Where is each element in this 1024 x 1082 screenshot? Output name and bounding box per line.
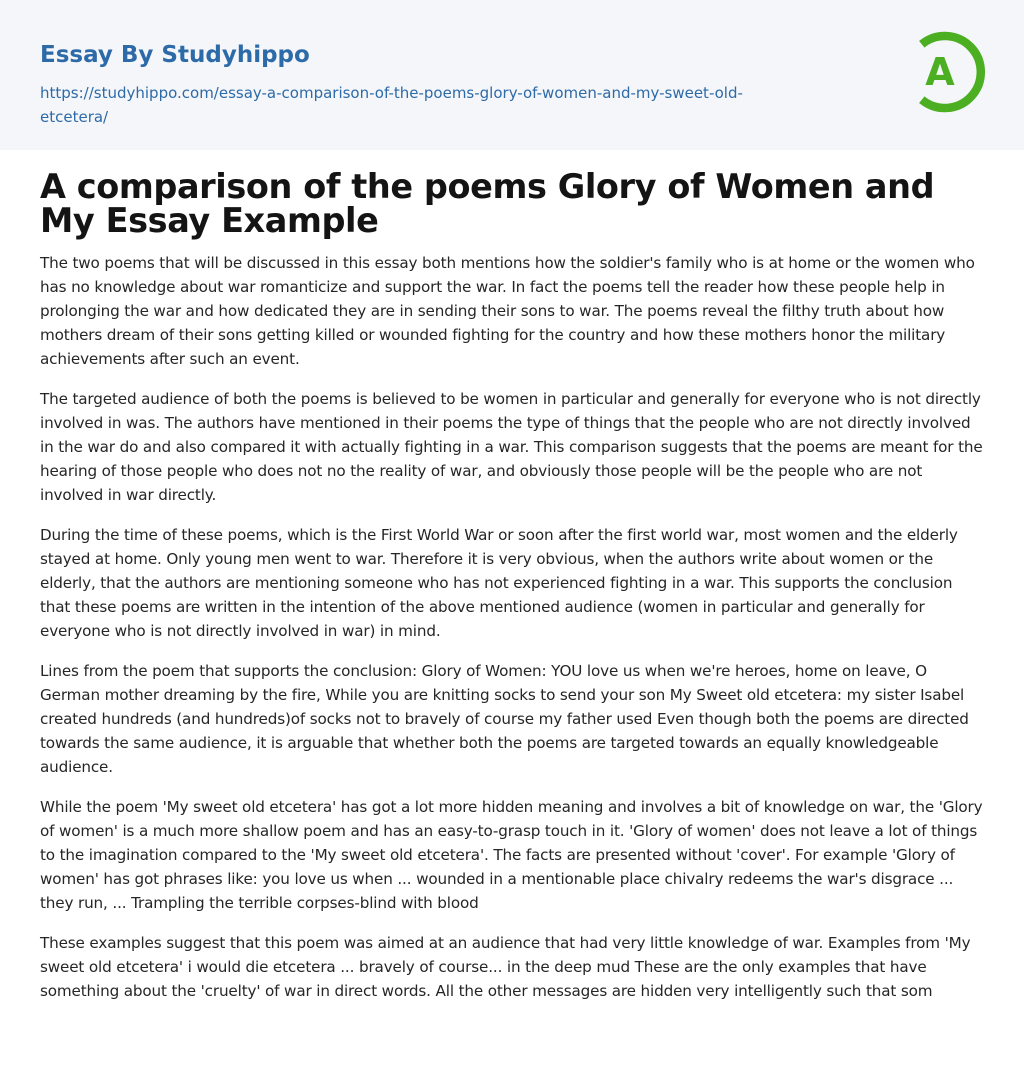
article-paragraph: Lines from the poem that supports the conclusion: Glory of Women: YOU love us when we're heroes, home on leave, O German mother dreaming by the fire, While you are knitting socks to send your son My Sweet old etcetera: my sister Isabel created hundreds (and hundreds)of socks not to bravely of course my father used Even though both the poems are directed towards the same audience, it is arguable that whether both the poems are targeted towards an equally knowledgeable audience.	[40, 662, 969, 776]
site-header	[0, 0, 1024, 150]
article-paragraph: While the poem 'My sweet old etcetera' has got a lot more hidden meaning and involves a bit of knowledge on war, the 'Glory of women' is a much more shallow poem and has an easy-to-grasp touch in it. 'Glory of women' does not leave a lot of things to the imagination compared to the 'My sweet old etcetera'. The facts are presented without 'cover'. For example 'Glory of women' has got phrases like: you love us when ... wounded in a mentionable place chivalry redeems the war's disgrace ... they run, ... Trampling the terrible corpses-blind with blood	[40, 798, 983, 912]
article	[40, 167, 984, 1019]
site-title[interactable]: Essay By Studyhippo	[40, 42, 310, 68]
article-title: A comparison of the poems Glory of Women and My Essay Example	[40, 167, 935, 240]
studyhippo-logo-icon[interactable]	[907, 28, 989, 116]
article-paragraph: During the time of these poems, which is the First World War or soon after the first world war, most women and the elderly stayed at home. Only young men went to war. Therefore it is very obvious, when the authors write about women or the elderly, that the authors are mentioning someone who has not experienced fighting in a war. This supports the conclusion that these poems are written in the intention of the above mentioned audience (women in particular and generally for everyone who is not directly involved in war) in mind.	[40, 526, 958, 640]
logo-letter: A	[925, 50, 955, 94]
article-paragraph: These examples suggest that this poem was aimed at an audience that had very little knowledge of war. Examples from 'My sweet old etcetera' i would die etcetera ... bravely of course... in the deep mud These are the only examples that have something about the 'cruelty' of war in direct words. All the other messages are hidden very intelligently such that som	[40, 934, 971, 1000]
article-paragraph: The targeted audience of both the poems is believed to be women in particular and generally for everyone who is not directly involved in was. The authors have mentioned in their poems the type of things that the people who are not directly involved in the war do and also compared it with actually fighting in a war. This comparison suggests that the poems are meant for the hearing of those people who does not no the reality of war, and obviously those people will be the people who are not involved in war directly.	[40, 390, 983, 504]
article-paragraph: The two poems that will be discussed in this essay both mentions how the soldier's family who is at home or the women who has no knowledge about war romanticize and support the war. In fact the poems tell the reader how these people help in prolonging the war and how dedicated they are in sending their sons to war. The poems reveal the filthy truth about how mothers dream of their sons getting killed or wounded fighting for the country and how these mothers honor the military achievements after such an event.	[40, 254, 975, 368]
article-url-link[interactable]: https://studyhippo.com/essay-a-comparison-of-the-poems-glory-of-women-and-my-sweet-old-etcetera/	[40, 84, 743, 126]
